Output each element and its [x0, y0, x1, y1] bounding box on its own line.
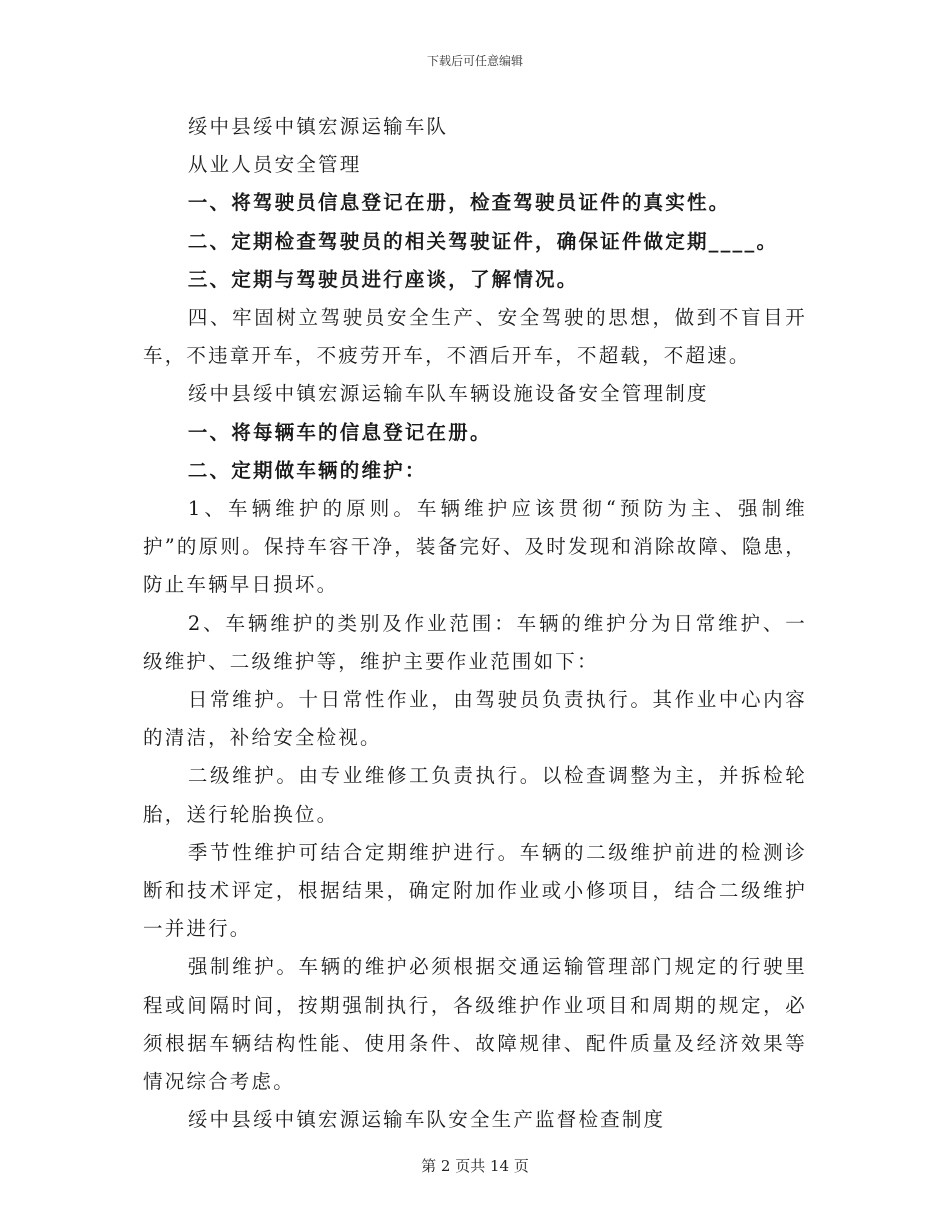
paragraph: 三、定期与驾驶员进行座谈，了解情况。 — [187, 267, 579, 291]
paragraph: 二、定期做车辆的维护： — [187, 458, 427, 482]
paragraph: 季节性维护可结合定期维护进行。车辆的二级维护前进的检测诊断和技术评定，根据结果，确定附加作业或小修项目，结合二级维护一并进行。 — [143, 840, 807, 941]
paragraph: 从业人员安全管理 — [187, 153, 362, 177]
paragraph: 二级维护。由专业维修工负责执行。以检查调整为主，并拆检轮胎，送行轮胎换位。 — [143, 764, 807, 826]
paragraph: 一、将每辆车的信息登记在册。 — [187, 420, 492, 444]
paragraph: 日常维护。十日常性作业，由驾驶员负责执行。其作业中心内容的清洁，补给安全检视。 — [143, 688, 807, 750]
paragraph: 绥中县绥中镇宏源运输车队 — [187, 115, 449, 138]
paragraph: 四、牢固树立驾驶员安全生产、安全驾驶的思想，做到不盲目开车，不违章开车，不疲劳开车，不酒后开车，不超载，不超速。 — [143, 306, 807, 368]
page-header-note: 下载后可任意编辑 — [426, 54, 523, 68]
paragraph: 2、车辆维护的类别及作业范围：车辆的维护分为日常维护、一级维护、二级维护等，维护主要作业范围如下： — [143, 611, 807, 673]
paragraph: 强制维护。车辆的维护必须根据交通运输管理部门规定的行驶里程或间隔时间，按期强制执行，各级维护作业项目和周期的规定，必须根据车辆结构性能、使用条件、故障规律、配件质量及经济效果等情况综合考虑。 — [143, 955, 807, 1094]
page-number: 第 2 页共 14 页 — [421, 1157, 529, 1175]
paragraph: 1、车辆维护的原则。车辆维护应该贯彻“预防为主、强制维护”的原则。保持车容干净，装备完好、及时发现和消除故障、隐患，防止车辆早日损坏。 — [143, 497, 807, 597]
document-body — [143, 108, 807, 1139]
paragraph: 绥中县绥中镇宏源运输车队安全生产监督检查制度 — [187, 1108, 666, 1132]
paragraph: 绥中县绥中镇宏源运输车队车辆设施设备安全管理制度 — [187, 382, 709, 406]
paragraph: 二、定期检查驾驶员的相关驾驶证件，确保证件做定期____。 — [187, 229, 779, 253]
paragraph: 一、将驾驶员信息登记在册，检查驾驶员证件的真实性。 — [187, 191, 731, 215]
